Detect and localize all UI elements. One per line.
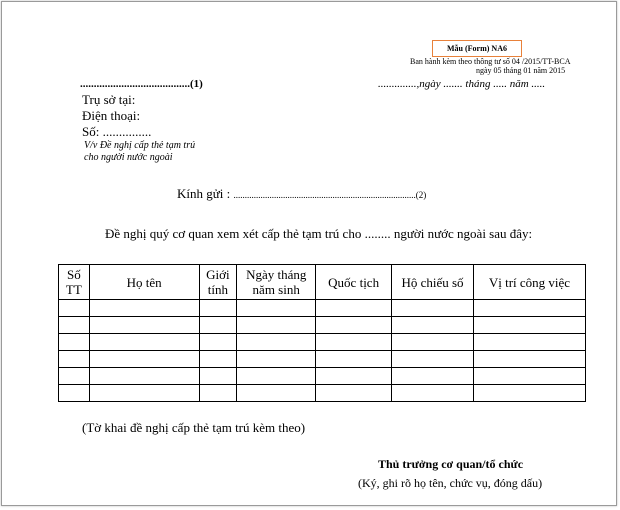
table-cell (199, 368, 237, 385)
table-cell (316, 317, 392, 334)
signatory-note: (Ký, ghi rõ họ tên, chức vụ, đóng dấu) (358, 476, 543, 490)
place-date-line: ..............,ngày ....... tháng ..... năm ..... (378, 78, 546, 90)
table-cell (199, 385, 237, 402)
header-gender: Giới tính (199, 265, 237, 300)
recipient-line (177, 186, 426, 202)
table-cell (89, 368, 199, 385)
table-cell (473, 317, 585, 334)
document-page (1, 1, 617, 506)
table-cell (316, 351, 392, 368)
table-cell (392, 351, 474, 368)
table-cell (473, 385, 585, 402)
table-cell (237, 385, 316, 402)
table-cell (392, 334, 474, 351)
table-cell (59, 351, 90, 368)
table-cell (59, 368, 90, 385)
header-no: Số TT (59, 265, 90, 300)
foreigner-list-table (58, 264, 586, 402)
table-cell (237, 368, 316, 385)
table-cell (392, 385, 474, 402)
attachment-note: (Tờ khai đề nghị cấp thẻ tạm trú kèm theo) (82, 420, 306, 435)
issued-by-line-1: Ban hành kèm theo thông tư số 04 /2015/TT-BCA (410, 57, 571, 66)
table-cell (316, 368, 392, 385)
header-nationality: Quốc tịch (316, 265, 392, 300)
table-cell (316, 334, 392, 351)
table-cell (473, 334, 585, 351)
table-cell (199, 300, 237, 317)
subject-line-2: cho người nước ngoài (84, 152, 173, 163)
table-cell (59, 317, 90, 334)
table-cell (237, 334, 316, 351)
request-paragraph: Đề nghị quý cơ quan xem xét cấp thẻ tạm trú cho ........ người nước ngoài sau đây: (105, 226, 533, 241)
issued-by-line-2: ngày 05 tháng 01 năm 2015 (476, 66, 566, 75)
table-cell (89, 385, 199, 402)
recipient-dots: .................................................................................(2) (233, 190, 427, 200)
table-row (59, 351, 586, 368)
table-cell (199, 317, 237, 334)
table-cell (237, 351, 316, 368)
table-row (59, 300, 586, 317)
table-cell (59, 385, 90, 402)
table-row (59, 334, 586, 351)
table-cell (199, 351, 237, 368)
table-cell (473, 368, 585, 385)
table-cell (89, 334, 199, 351)
form-code-box: Mẫu (Form) NA6 (432, 40, 522, 57)
table-cell (392, 317, 474, 334)
table-cell (237, 300, 316, 317)
document-number-label: Số: ............... (82, 124, 152, 139)
subject-line-1: V/v Đề nghị cấp thẻ tạm trú (84, 140, 196, 151)
table-row (59, 385, 586, 402)
table-cell (316, 385, 392, 402)
table-cell (392, 300, 474, 317)
table-cell (316, 300, 392, 317)
table-header-row (59, 265, 586, 300)
table-cell (89, 351, 199, 368)
table-cell (59, 334, 90, 351)
table-cell (59, 300, 90, 317)
table-cell (473, 300, 585, 317)
office-address-label: Trụ sở tại: (82, 92, 136, 107)
header-date-of-birth: Ngày tháng năm sinh (237, 265, 316, 300)
signatory-title: Thủ trưởng cơ quan/tổ chức (378, 457, 524, 471)
table-cell (392, 368, 474, 385)
table-cell (473, 351, 585, 368)
header-full-name: Họ tên (89, 265, 199, 300)
table-cell (89, 300, 199, 317)
table-cell (89, 317, 199, 334)
header-job-position: Vị trí công việc (473, 265, 585, 300)
table-row (59, 368, 586, 385)
table-cell (237, 317, 316, 334)
phone-label: Điện thoại: (82, 108, 141, 123)
header-passport-number: Hộ chiếu số (392, 265, 474, 300)
recipient-label: Kính gửi : (177, 186, 231, 201)
table-row (59, 317, 586, 334)
table-cell (199, 334, 237, 351)
agency-name-field: ........................................(1) (80, 78, 203, 90)
